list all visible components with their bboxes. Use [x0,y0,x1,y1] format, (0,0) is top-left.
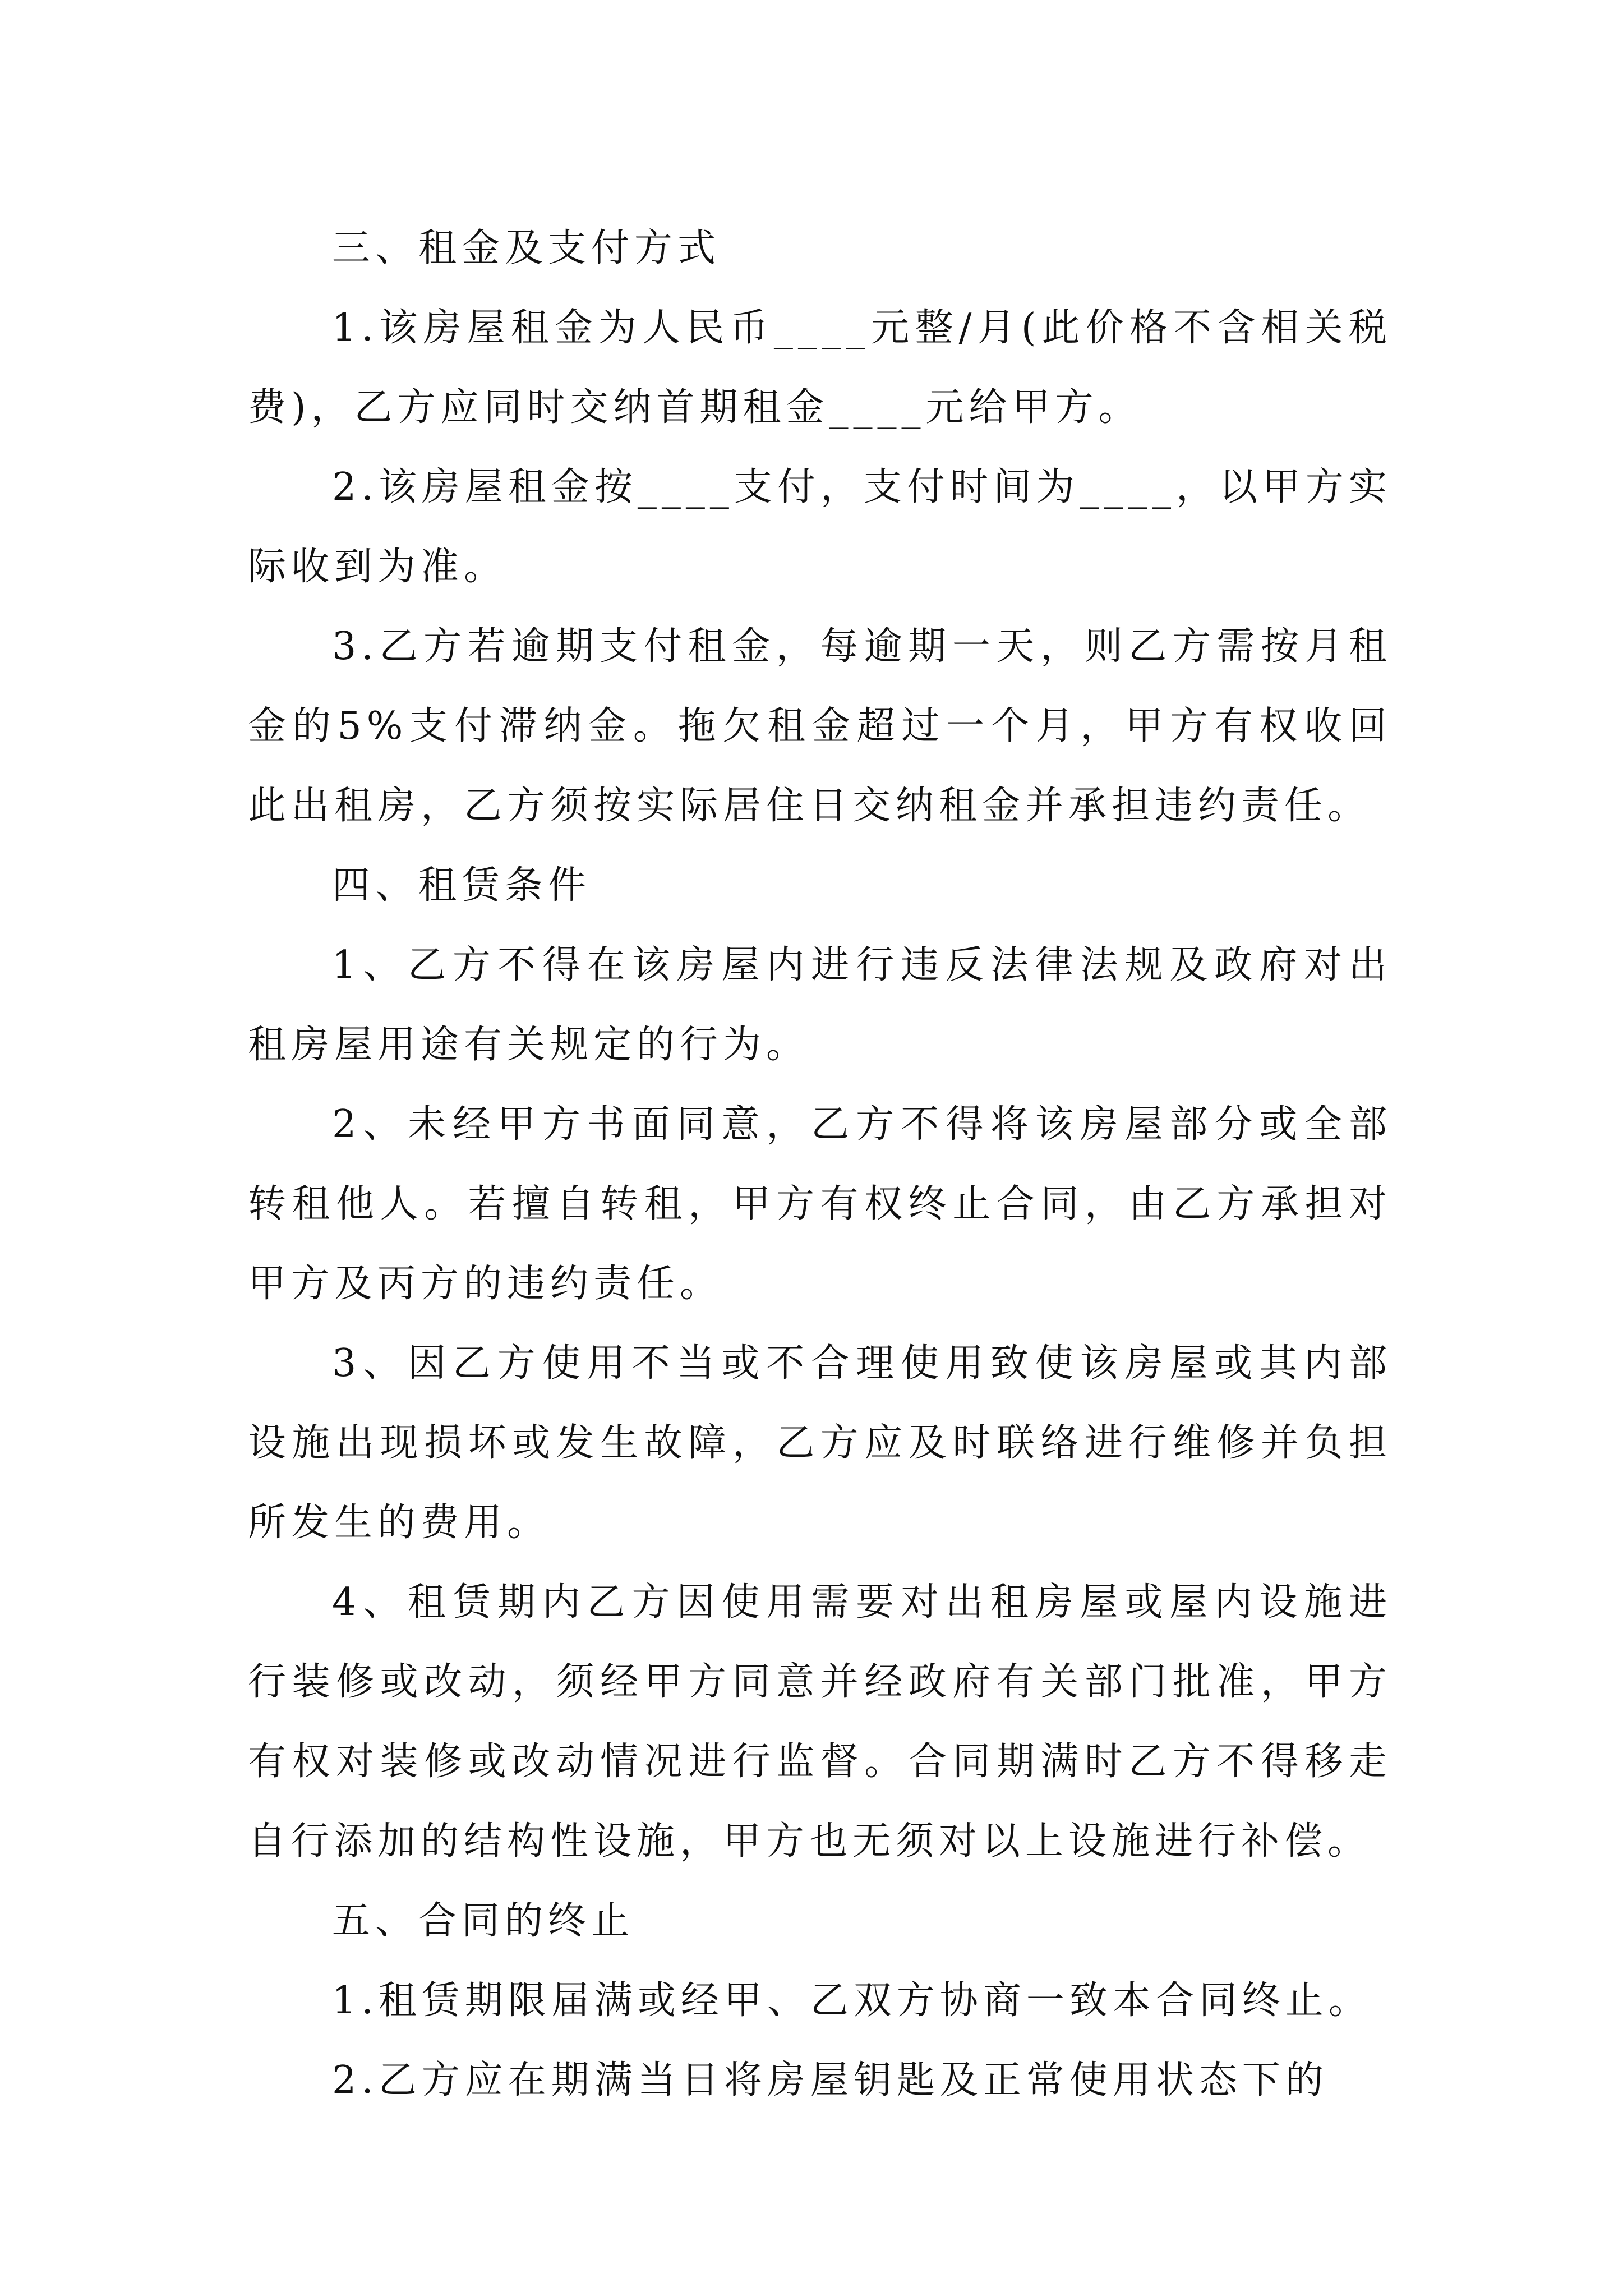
clause-sublease: 2、未经甲方书面同意，乙方不得将该房屋部分或全部转租他人。若擅自转租，甲方有权终止合同，由乙方承担对甲方及丙方的违约责任。 [248,1102,1392,1306]
clause-lawful-use: 1、乙方不得在该房屋内进行违反法律法规及政府对出租房屋用途有关规定的行为。 [248,943,1392,1067]
section-heading-rent-payment: 三、租金及支付方式 [332,226,721,270]
clause-renovation: 4、租赁期内乙方因使用需要对出租房屋或屋内设施进行装修或改动，须经甲方同意并经政府有关部门批准，甲方有权对装修或改动情况进行监督。合同期满时乙方不得移走自行添加的结构性设施，甲方也无须对以上设施进行补偿。 [248,1580,1392,1864]
document-body [248,209,1392,2120]
section-heading-termination: 五、合同的终止 [332,1899,635,1943]
clause-return-keys: 2.乙方应在期满当日将房屋钥匙及正常使用状态下的 [332,2058,1329,2102]
clause-term-expiry: 1.租赁期限届满或经甲、乙双方协商一致本合同终止。 [332,1978,1372,2023]
clause-damage-repair: 3、因乙方使用不当或不合理使用致使该房屋或其内部设施出现损坏或发生故障，乙方应及时联络进行维修并负担所发生的费用。 [248,1341,1392,1545]
section-heading-lease-conditions: 四、租赁条件 [332,863,592,908]
clause-late-payment: 3.乙方若逾期支付租金，每逾期一天，则乙方需按月租金的5%支付滞纳金。拖欠租金超过一个月，甲方有权收回此出租房，乙方须按实际居住日交纳租金并承担违约责任。 [248,624,1392,828]
clause-rent-amount: 1.该房屋租金为人民币____元整/月(此价格不含相关税费)，乙方应同时交纳首期租金____元给甲方。 [248,306,1392,430]
clause-payment-schedule: 2.该房屋租金按____支付，支付时间为____，以甲方实际收到为准。 [248,465,1392,589]
